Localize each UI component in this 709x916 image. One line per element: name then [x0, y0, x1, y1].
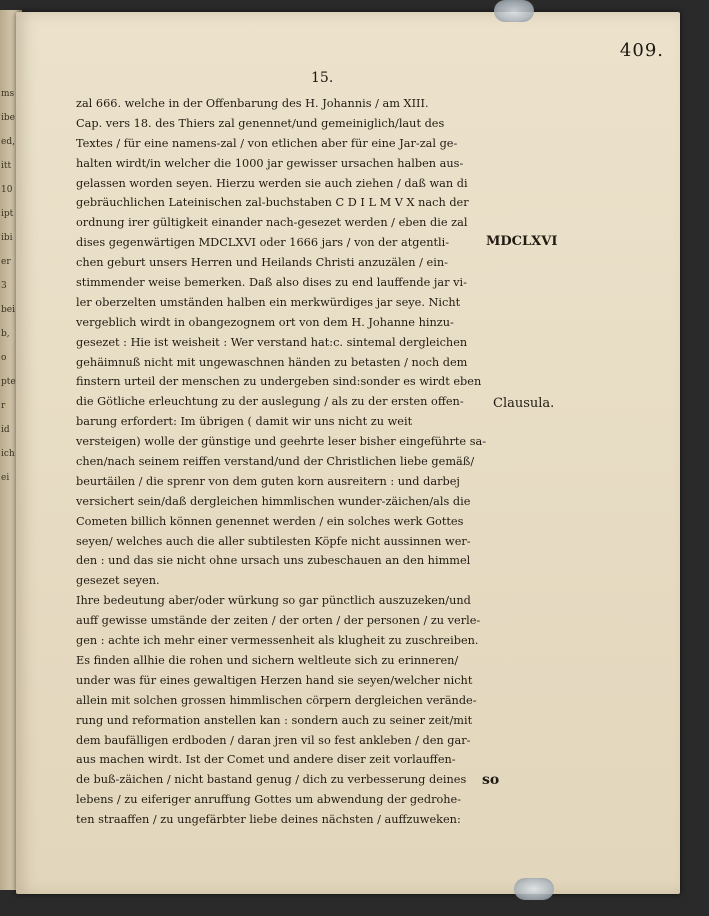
- text-line: versichert sein/daß dergleichen himmlischen wunder-zäichen/als die: [76, 494, 471, 508]
- text-line: gebräuchlichen Lateinischen zal-buchstaben C D I L M V X nach der: [76, 196, 469, 210]
- text-line: Textes / für eine namens-zal / von etlichen aber für eine Jar-zal ge-: [76, 136, 458, 150]
- text-line: gesezet : Hie ist weisheit : Wer verstand hat:c. sintemal dergleichen: [76, 335, 468, 349]
- text-line: beurtäilen / die sprenr von dem guten korn ausreitern : und darbej: [76, 474, 460, 488]
- text-line: gelassen worden seyen. Hierzu werden sie auch ziehen / daß wan di: [76, 176, 468, 190]
- text-line: aus machen wirdt. Ist der Comet und andere diser zeit vorlauffen-: [76, 753, 456, 767]
- text-line: ordnung irer gültigkeit einander nach-gesezet werden / eben die zal: [76, 216, 468, 230]
- facing-page-fragment: er: [1, 257, 11, 267]
- text-line: ler oberzelten umständen halben ein merkwürdiges jar seye. Nicht: [76, 295, 461, 309]
- facing-page-fragment: ei: [1, 473, 10, 483]
- facing-page-fragment: 10: [1, 185, 13, 195]
- facing-page-fragment: 3: [1, 281, 7, 291]
- catchword: so: [482, 772, 500, 788]
- facing-page-fragment: b,: [1, 329, 10, 339]
- facing-page-fragment: ibe: [1, 113, 15, 123]
- margin-note-clausula: Clausula.: [493, 396, 555, 411]
- facing-page-fragment: itt: [1, 161, 12, 171]
- text-line: die Götliche erleuchtung zu der auslegung / als zu der ersten offen-: [76, 395, 464, 409]
- text-line: chen/nach seinem reiffen verstand/und der Christlichen liebe gemäß/: [76, 455, 475, 469]
- facing-page-fragment: o: [1, 353, 7, 363]
- facing-page-fragment: bei: [1, 305, 15, 315]
- text-line: gesezet seyen.: [76, 574, 160, 588]
- text-line: seyen/ welches auch die aller subtilesten Köpfe nicht aussinnen wer-: [76, 534, 471, 548]
- text-line: dises gegenwärtigen MDCLXVI oder 1666 jars / von der atgentli-: [76, 236, 450, 250]
- folio-number: 409.: [619, 40, 664, 61]
- text-line: gehäimnuß nicht mit ungewaschnen händen zu betasten / noch dem: [76, 355, 468, 369]
- text-line: ten straaffen / zu ungefärbter liebe deines nächsten / auffzuweken:: [76, 813, 461, 827]
- facing-page-fragment: id: [1, 425, 10, 435]
- facing-page-fragment: ipt: [1, 209, 14, 219]
- page-clip-bottom: [514, 878, 554, 900]
- facing-page-fragment: r: [1, 401, 6, 411]
- text-line: rung und reformation anstellen kan : sondern auch zu seiner zeit/mit: [76, 713, 473, 727]
- text-line: versteigen) wolle der günstige und geehrte leser bisher eingeführte sa-: [76, 435, 487, 449]
- facing-page-fragment: ed,: [1, 137, 15, 147]
- text-line: den : und das sie nicht ohne ursach uns zubeschauen an den himmel: [76, 554, 471, 568]
- margin-note-year: MDCLXVI: [486, 234, 558, 249]
- text-line: lebens / zu eiferiger anruffung Gottes um abwendung der gedrohe-: [76, 793, 462, 807]
- text-line: auff gewisse umstände der zeiten / der orten / der personen / zu verle-: [76, 614, 481, 628]
- text-line: zal 666. welche in der Offenbarung des H. Johannis / am XIII.: [76, 97, 429, 110]
- text-line: vergeblich wirdt in obangezognem ort von dem H. Johanne hinzu-: [76, 315, 454, 329]
- text-line: dem baufälligen erdboden / daran jren vil so fest ankleben / den gar-: [76, 733, 471, 747]
- text-line: Cometen billich können genennet werden / ein solches werk Gottes: [76, 514, 464, 528]
- text-line: halten wirdt/in welcher die 1000 jar gewisser ursachen halben aus-: [76, 156, 464, 170]
- page-clip-top: [494, 0, 534, 22]
- body-text: [76, 94, 496, 830]
- book-page: [16, 12, 680, 894]
- facing-page-fragment: pte: [1, 377, 16, 387]
- text-line: Cap. vers 18. des Thiers zal genennet/und gemeiniglich/laut des: [76, 116, 445, 130]
- text-line: chen geburt unsers Herren und Heilands Christi anzuzälen / ein-: [76, 256, 448, 270]
- text-line: under was für eines gewaltigen Herzen hand sie seyen/welcher nicht: [76, 673, 473, 687]
- text-line: finstern urteil der menschen zu undergeben sind:sonder es wirdt eben: [76, 375, 482, 389]
- text-line: gen : achte ich mehr einer vermessenheit als klugheit zu zuschreiben.: [76, 634, 479, 648]
- text-line: stimmender weise bemerken. Daß also dises zu end lauffende jar vi-: [76, 276, 467, 290]
- facing-page-fragment: ms: [1, 89, 15, 99]
- text-line: barung erfordert: Im übrigen ( damit wir uns nicht zu weit: [76, 415, 413, 429]
- facing-page-fragment: ibi: [1, 233, 13, 243]
- text-line: allein mit solchen grossen himmlischen cörpern dergleichen verände-: [76, 693, 477, 707]
- text-line: Es finden allhie die rohen und sichern weltleute sich zu erinneren/: [76, 653, 459, 667]
- facing-page-fragment: ich: [1, 449, 15, 459]
- text-line: Ihre bedeutung aber/oder würkung so gar pünctlich auszuzeken/und: [76, 594, 471, 608]
- page-number: 15.: [311, 70, 334, 86]
- text-line: de buß-zäichen / nicht bastand genug / dich zu verbesserung deines: [76, 773, 467, 787]
